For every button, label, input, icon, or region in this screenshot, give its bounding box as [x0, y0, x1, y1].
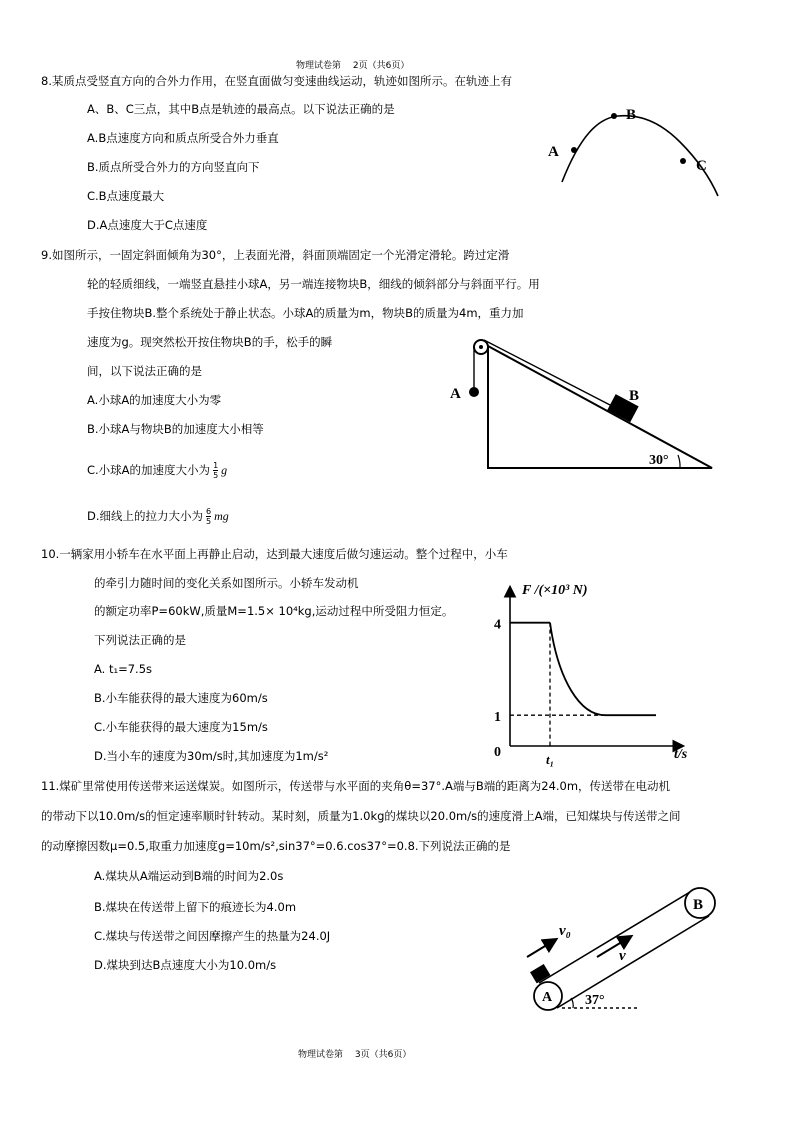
y-tick-4: 4 [494, 617, 501, 633]
label-b: B [629, 388, 640, 404]
ball-a [469, 387, 479, 397]
q9-stem-line1: 9.如图所示，一固定斜面倾角为30°，上表面光滑，斜面顶端固定一个光滑定滑轮。跨过定滑 [41, 248, 510, 262]
q8-trajectory-figure [540, 100, 730, 210]
q9-option-b: B.小球A与物块B的加速度大小相等 [87, 422, 264, 436]
q9-stem-line5: 间，以下说法正确的是 [87, 364, 202, 378]
q11-stem-line1: 11.煤矿里常使用传送带来运送煤炭。如图所示，传送带与水平面的夹角θ=37°.A端与B端的距离为24.0m，传送带在电动机 [41, 779, 671, 793]
q11-option-d: D.煤块到达B点速度大小为10.0m/s [94, 958, 277, 972]
q8-option-a: A.B点速度方向和质点所受合外力垂直 [87, 131, 279, 145]
q10-option-c: C.小车能获得的最大速度为15m/s [94, 720, 268, 734]
q11-stem-line2: 的带动下以10.0m/s的恒定速率顺时针转动。某时刻，质量为1.0kg的煤块以20.0m/s的速度滑上A端，已知煤块与传送带之间 [41, 809, 681, 823]
q9-option-c: C.小球A的加速度大小为 $\frac{1}{5}$ g [87, 461, 228, 480]
q8-option-d: D.A点速度大于C点速度 [87, 218, 208, 232]
x-tick-t1: t₁ [546, 752, 555, 767]
q10-stem-line4: 下列说法正确的是 [94, 633, 186, 647]
label-c: C [696, 158, 707, 174]
q9-option-d: D.细线上的拉力大小为 $\frac{6}{5}$ mg [87, 507, 229, 526]
q10-force-time-chart [470, 578, 710, 768]
label-a: A [450, 386, 461, 402]
angle-label: 30° [649, 453, 669, 468]
v0-arrow [527, 940, 555, 957]
coal-block [530, 964, 550, 983]
q8-option-c: C.B点速度最大 [87, 189, 165, 203]
trajectory-curve [562, 116, 718, 196]
q10-stem-line2: 的牵引力随时间的变化关系如图所示。小轿车发动机 [94, 576, 359, 590]
label-b: B [626, 107, 637, 123]
label-a: A [542, 990, 553, 1005]
label-v: v [619, 948, 626, 964]
angle-label: 37° [585, 993, 605, 1008]
q11-stem-line3: 的动摩擦因数μ=0.5,取重力加速度g=10m/s²,sin37°=0.6.cos37°=0.8.下列说法正确的是 [41, 839, 511, 853]
label-b: B [693, 897, 704, 913]
q10-stem-line1: 10.一辆家用小轿车在水平面上再静止启动，达到最大速度后做匀速运动。整个过程中，小车 [41, 547, 508, 561]
q10-option-a: A. t₁=7.5s [94, 662, 153, 676]
point-c [680, 158, 686, 164]
belt-bottom [557, 916, 709, 1008]
q10-stem-line3: 的额定功率P=60kW,质量M=1.5× 10⁴kg,运动过程中所受阻力恒定。 [94, 604, 454, 618]
page-header: 物理试卷第 2页（共6页） [296, 61, 410, 71]
q9-incline-figure [440, 330, 730, 480]
label-v0: v₀ [559, 923, 571, 939]
q11-option-c: C.煤块与传送带之间因摩擦产生的热量为24.0J [94, 929, 331, 943]
x-axis-label: t/s [674, 747, 688, 762]
q9-stem-line2: 轮的轻质细线，一端竖直悬挂小球A，另一端连接物块B，细线的倾斜部分与斜面平行。用 [87, 277, 540, 291]
q8-option-b: B.质点所受合外力的方向竖直向下 [87, 160, 260, 174]
point-b [611, 113, 617, 119]
q11-conveyor-figure [515, 880, 735, 1020]
y-tick-1: 1 [494, 710, 501, 726]
q11-option-a: A.煤块从A端运动到B端的时间为2.0s [94, 869, 284, 883]
q9-stem-line4: 速度为g。现突然松开按住物块B的手，松手的瞬 [87, 335, 333, 349]
point-a [571, 147, 577, 153]
incline [488, 346, 712, 468]
q11-option-b: B.煤块在传送带上留下的痕迹长为4.0m [94, 900, 297, 914]
q9-option-a: A.小球A的加速度大小为零 [87, 393, 222, 407]
q9-stem-line3: 手按住物块B.整个系统处于静止状态。小球A的质量为m，物块B的质量为4m，重力加 [87, 306, 524, 320]
q8-stem-line2: A、B、C三点，其中B点是轨迹的最高点。以下说法正确的是 [87, 102, 395, 116]
force-decay-curve [550, 623, 656, 716]
label-a: A [548, 144, 559, 160]
q10-option-b: B.小车能获得的最大速度为60m/s [94, 691, 268, 705]
y-axis-label: F /(×10³ N) [522, 583, 588, 598]
page-footer: 物理试卷第 3页（共6页） [298, 1050, 412, 1060]
q8-stem-line1: 8.某质点受竖直方向的合外力作用，在竖直面做匀变速曲线运动，轨迹如图所示。在轨迹上有 [41, 74, 512, 88]
origin-label: 0 [494, 745, 501, 760]
q10-option-d: D.当小车的速度为30m/s时,其加速度为1m/s² [94, 749, 329, 763]
